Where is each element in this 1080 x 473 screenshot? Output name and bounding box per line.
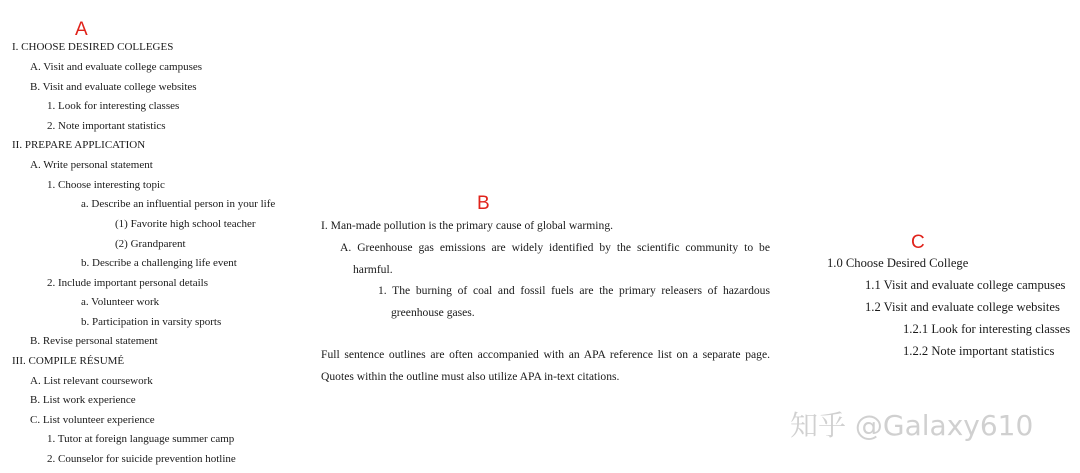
outline-a-item: A. Write personal statement bbox=[30, 159, 153, 171]
watermark: 知乎 @Galaxy610 bbox=[790, 409, 1034, 442]
outline-c-item: 1.2.1 Look for interesting classes bbox=[903, 322, 1071, 336]
outline-c-item: 1.2 Visit and evaluate college websites bbox=[865, 300, 1060, 314]
outline-c-item: 1.2.2 Note important statistics bbox=[903, 344, 1055, 358]
outline-a-item: A. Visit and evaluate college campuses bbox=[30, 61, 203, 73]
outline-a-item: III. COMPILE RÉSUMÉ bbox=[12, 355, 125, 367]
outline-a-item: 1. Tutor at foreign language summer camp bbox=[47, 433, 235, 445]
outline-a-item: 1. Choose interesting topic bbox=[47, 179, 165, 191]
outline-b-point-1a: A. Greenhouse gas emissions are widely identified by the scientific community to be harmful. bbox=[340, 241, 770, 276]
outline-a-item: 2. Include important personal details bbox=[47, 277, 208, 289]
outline-a-item: (1) Favorite high school teacher bbox=[115, 218, 256, 230]
outline-a-item: C. List volunteer experience bbox=[30, 414, 155, 426]
panel-a-label: A bbox=[75, 19, 88, 40]
outline-b-note: Full sentence outlines are often accompanied with an APA reference list on a separate page. Quotes within the outline must also utilize APA in-text citations. bbox=[321, 348, 770, 383]
outline-a-item: A. List relevant coursework bbox=[30, 375, 153, 387]
outline-a-item: 2. Counselor for suicide prevention hotline bbox=[47, 453, 236, 465]
outline-a-item: 1. Look for interesting classes bbox=[47, 100, 180, 112]
outline-b-point-1a1: 1. The burning of coal and fossil fuels are the primary releasers of hazardous greenhouse gases. bbox=[378, 284, 770, 319]
panel-b-label: B bbox=[477, 193, 490, 214]
outline-a-item: 2. Note important statistics bbox=[47, 120, 166, 132]
outline-a-item: b. Participation in varsity sports bbox=[81, 316, 222, 328]
panel-c-label: C bbox=[911, 232, 925, 253]
outline-a-item: B. Revise personal statement bbox=[30, 335, 158, 347]
outline-a-item: B. Visit and evaluate college websites bbox=[30, 81, 197, 93]
outline-c-item: 1.1 Visit and evaluate college campuses bbox=[865, 278, 1066, 292]
outline-a-item: a. Volunteer work bbox=[81, 296, 160, 308]
outline-a-item: a. Describe an influential person in your life bbox=[81, 198, 276, 210]
outline-a-item: B. List work experience bbox=[30, 394, 136, 406]
outline-a-item: b. Describe a challenging life event bbox=[81, 257, 237, 269]
outline-a-item: I. CHOOSE DESIRED COLLEGES bbox=[12, 41, 174, 53]
outline-b-point-1: I. Man-made pollution is the primary cause of global warming. bbox=[321, 219, 614, 232]
outline-a-item: (2) Grandparent bbox=[115, 238, 186, 250]
outline-a-item: II. PREPARE APPLICATION bbox=[12, 139, 146, 151]
outline-c-item: 1.0 Choose Desired College bbox=[827, 256, 969, 270]
